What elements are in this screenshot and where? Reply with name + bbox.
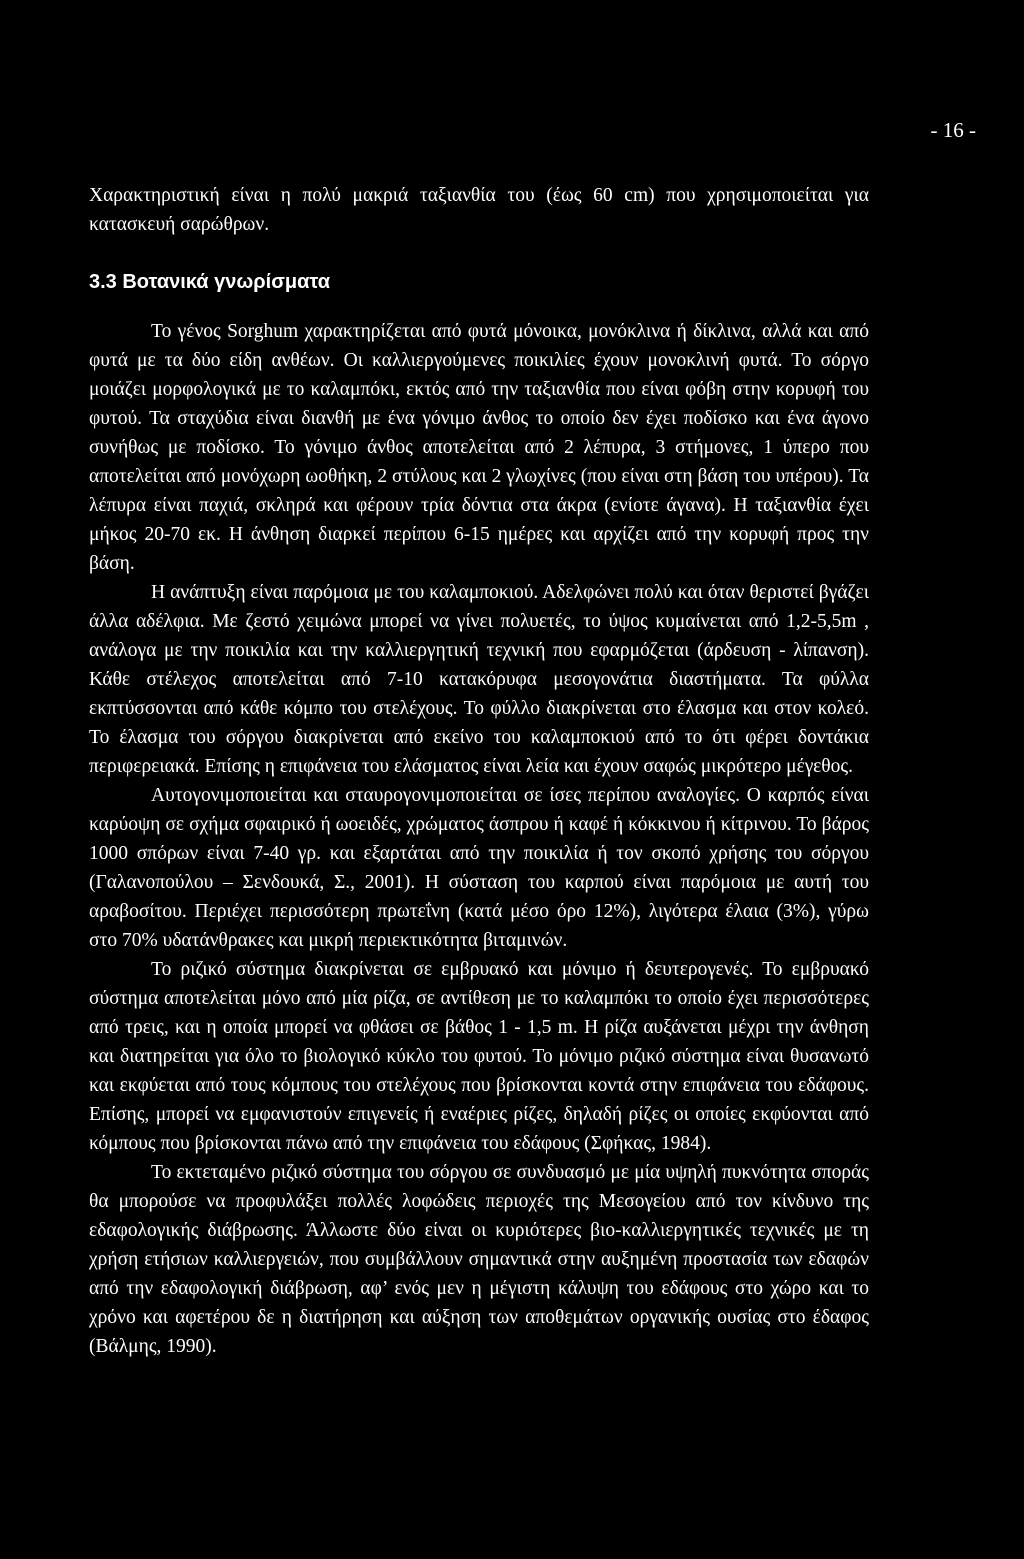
paragraph-growth: Η ανάπτυξη είναι παρόμοια με του καλαμποκιού. Αδελφώνει πολύ και όταν θεριστεί βγάζει άλλα αδέλφια. Με ζεστό χειμώνα μπορεί να γίνει πολυετές, το ύψος κυμαίνεται από 1,2-5,5m , ανάλογα με την ποικιλία και την καλλιεργητική τεχνική που εφαρμόζεται (άρδευση - λίπανση). Κάθε στέλεχος αποτελείται από 7-10 κατακόρυφα μεσογονάτια διαστήματα. Τα φύλλα εκπτύσσονται από κάθε κόμπο του στελέχους. Το φύλλο διακρίνεται στο έλασμα και στον κολεό. Το έλασμα του σόργου διακρίνεται από εκείνο του καλαμποκιού από το ότι φέρει δοντάκια περιφερειακά. Επίσης η επιφάνεια του ελάσματος είναι λεία και έχουν σαφώς μικρότερο μέγεθος. — [89, 582, 869, 777]
document-body — [89, 181, 869, 1361]
paragraph-morphology: Το γένος Sorghum χαρακτηρίζεται από φυτά μόνοικα, μονόκλινα ή δίκλινα, αλλά και από φυτά με τα δύο είδη ανθέων. Οι καλλιεργούμενες ποικιλίες έχουν μονοκλινή φυτά. Το σόργο μοιάζει μορφολογικά με το καλαμπόκι, εκτός από την ταξιανθία που είναι φόβη στην κορυφή του φυτού. Τα σταχύδια είναι διανθή με ένα γόνιμο άνθος το οποίο δεν έχει ποδίσκο και ένα άγονο συνήθως με ποδίσκο. Το γόνιμο άνθος αποτελείται από 2 λέπυρα, 3 στήμονες, 1 ύπερο που αποτελείται από μονόχωρη ωοθήκη, 2 στύλους και 2 γλωχίνες (που είναι στη βάση του υπέρου). Τα λέπυρα είναι παχιά, σκληρά και φέρουν τρία δόντια στα άκρα (ενίοτε άγανα). Η ταξιανθία έχει μήκος 20-70 εκ. Η άνθηση διαρκεί περίπου 6-15 ημέρες και αρχίζει από την κορυφή προς την βάση. — [89, 321, 869, 574]
paragraph-roots: Το ριζικό σύστημα διακρίνεται σε εμβρυακό και μόνιμο ή δευτερογενές. Το εμβρυακό σύστημα αποτελείται μόνο από μία ρίζα, σε αντίθεση με το καλαμπόκι το οποίο έχει περισσότερες από τρεις, και η οποία μπορεί να φθάσει σε βάθος 1 - 1,5 m. Η ρίζα αυξάνεται μέχρι την άνθηση και διατηρείται για όλο το βιολογικό κύκλο του φυτού. Το μόνιμο ριζικό σύστημα είναι θυσανωτό και εκφύεται από τους κόμπους του στελέχους που βρίσκονται κοντά στην επιφάνεια του εδάφους. Επίσης, μπορεί να εμφανιστούν επιγενείς ή εναέριες ρίζες, δηλαδή ρίζες οι οποίες εκφύονται από κόμπους που βρίσκονται πάνω από την επιφάνεια του εδάφους (Σφήκας, 1984). — [89, 959, 869, 1154]
section-heading: 3.3 Βοτανικά γνωρίσματα — [89, 271, 331, 293]
page-number: - 16 - — [930, 118, 976, 142]
intro-paragraph: Χαρακτηριστική είναι η πολύ μακριά ταξιανθία του (έως 60 cm) που χρησιμοποιείται για κατασκευή σαρώθρων. — [89, 185, 869, 235]
paragraph-erosion: Το εκτεταμένο ριζικό σύστημα του σόργου σε συνδυασμό με μία υψηλή πυκνότητα σποράς θα μπορούσε να προφυλάξει πολλές λοφώδεις περιοχές της Μεσογείου από τον κίνδυνο της εδαφολογικής διάβρωσης. Άλλωστε δύο είναι οι κυριότερες βιο-καλλιεργητικές τεχνικές με τη χρήση ετήσιων καλλιεργειών, που συμβάλλουν σημαντικά στην αυξημένη προστασία των εδαφών από την εδαφολογική διάβρωση, αφ’ ενός μεν η μέγιστη κάλυψη του εδάφους στο χώρο και το χρόνο και αφετέρου δε η διατήρηση και αύξηση των αποθεμάτων οργανικής ουσίας στο έδαφος (Βάλμης, 1990). — [89, 1162, 869, 1357]
paragraph-fruit: Αυτογονιμοποιείται και σταυρογονιμοποιείται σε ίσες περίπου αναλογίες. Ο καρπός είναι καρύοψη σε σχήμα σφαιρικό ή ωοειδές, χρώματος άσπρου ή καφέ ή κόκκινου ή κίτρινου. Το βάρος 1000 σπόρων είναι 7-40 γρ. και εξαρτάται από την ποικιλία ή τον σκοπό χρήσης του σόργου (Γαλανοπούλου – Σενδουκά, Σ., 2001). Η σύσταση του καρπού είναι παρόμοια με αυτή του αραβοσίτου. Περιέχει περισσότερη πρωτεΐνη (κατά μέσο όρο 12%), λιγότερα έλαια (3%), γύρω στο 70% υδατάνθρακες και μικρή περιεκτικότητα βιταμινών. — [89, 785, 869, 951]
